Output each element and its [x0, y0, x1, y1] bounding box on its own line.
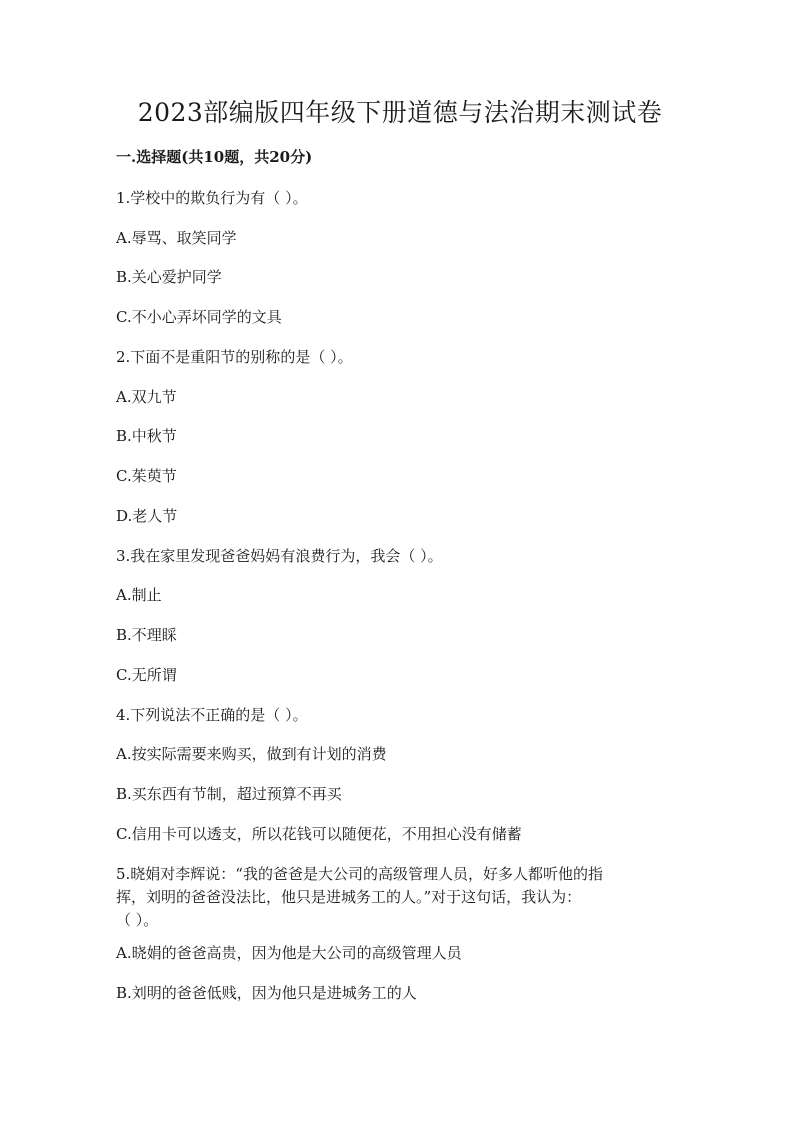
- question-1-option-a: A.辱骂、取笑同学: [116, 229, 237, 247]
- question-2-stem: 2.下面不是重阳节的别称的是（ ）。: [116, 348, 353, 366]
- question-1-option-c: C.不小心弄坏同学的文具: [116, 308, 282, 326]
- question-2-option-a: A.双九节: [116, 388, 177, 406]
- question-5-stem-line-2: 挥，刘明的爸爸没法比，他只是进城务工的人。”对于这句话，我认为：: [116, 888, 582, 906]
- page-title: 2023部编版四年级下册道德与法治期末测试卷: [137, 98, 663, 127]
- question-4-option-a: A.按实际需要来购买，做到有计划的消费: [116, 745, 387, 763]
- question-2-option-c: C.茱萸节: [116, 467, 177, 485]
- question-2-option-d: D.老人节: [116, 507, 178, 525]
- question-1-option-b: B.关心爱护同学: [116, 268, 222, 286]
- question-5-option-a: A.晓娟的爸爸高贵，因为他是大公司的高级管理人员: [116, 944, 462, 962]
- question-5-option-b: B.刘明的爸爸低贱，因为他只是进城务工的人: [116, 984, 417, 1002]
- question-5-stem-line-3: （ ）。: [116, 911, 159, 929]
- question-4-option-b: B.买东西有节制，超过预算不再买: [116, 785, 342, 803]
- question-1-stem: 1.学校中的欺负行为有（ ）。: [116, 189, 308, 207]
- question-5-stem-line-1: 5.晓娟对李辉说：“我的爸爸是大公司的高级管理人员，好多人都听他的指: [116, 865, 603, 883]
- question-3-option-c: C.无所谓: [116, 666, 177, 684]
- question-3-option-b: B.不理睬: [116, 626, 177, 644]
- question-2-option-b: B.中秋节: [116, 427, 177, 445]
- question-4-stem: 4.下列说法不正确的是（ ）。: [116, 706, 308, 724]
- section-heading: 一.选择题(共10题，共20分): [116, 148, 313, 166]
- question-4-option-c: C.信用卡可以透支，所以花钱可以随便花，不用担心没有储蓄: [116, 825, 522, 843]
- question-3-stem: 3.我在家里发现爸爸妈妈有浪费行为，我会（ ）。: [116, 547, 443, 565]
- question-3-option-a: A.制止: [116, 586, 162, 604]
